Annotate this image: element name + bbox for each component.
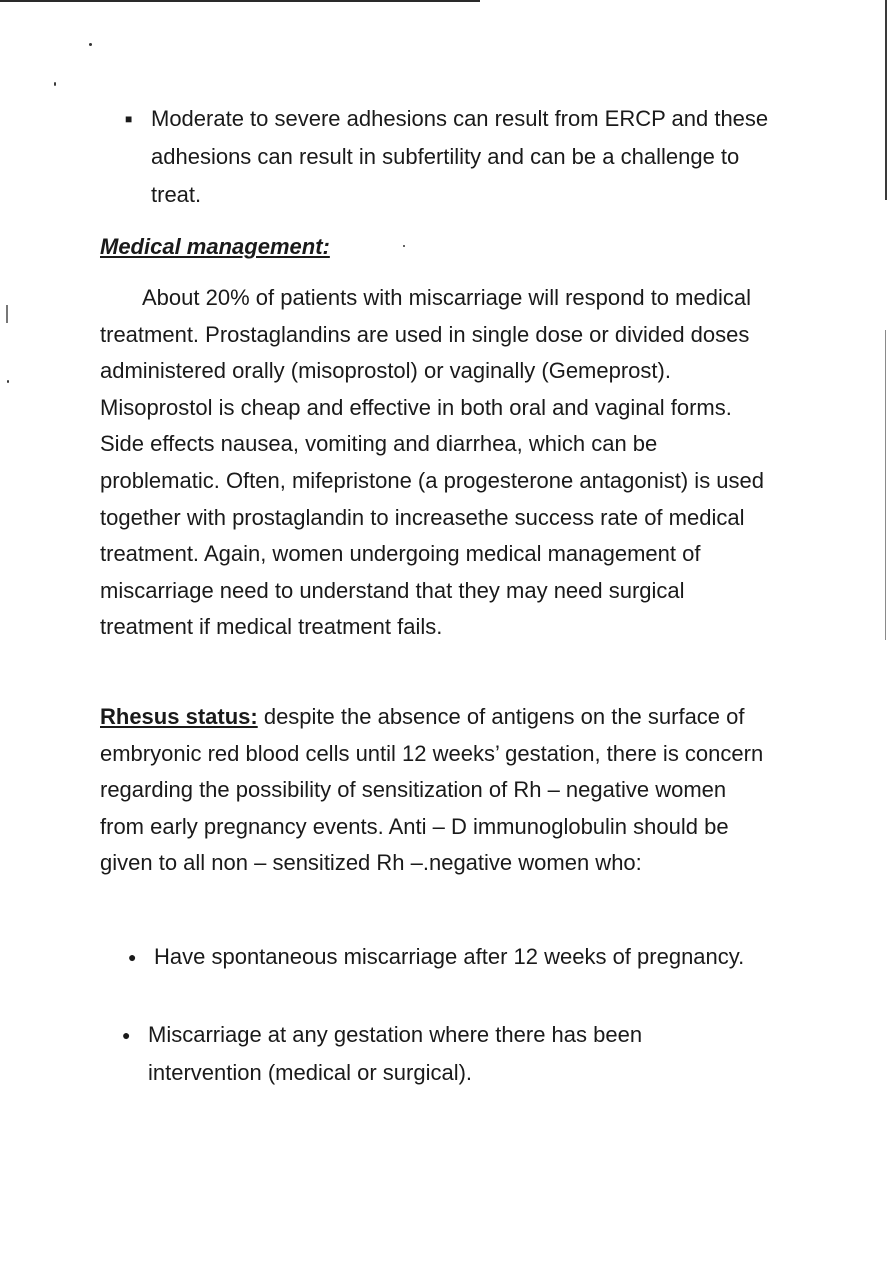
medical-management-paragraph: [100, 280, 770, 646]
scan-right-edge: [885, 0, 887, 200]
scan-speck: [403, 245, 405, 247]
scan-speck: [7, 380, 9, 383]
rhesus-heading: Rhesus status:: [100, 704, 258, 729]
round-bullet-icon: ●: [122, 1027, 131, 1043]
rhesus-bullet-text: Miscarriage at any gestation where there has been intervention (medical or surgical).: [148, 1022, 643, 1085]
scan-speck: [54, 82, 56, 86]
rhesus-bullet-1: [128, 938, 748, 976]
scan-speck: [89, 43, 92, 46]
rhesus-text: despite the absence of antigens on the surface of embryonic red blood cells until 12 weeks’ gestation, there is concern regarding the possibility of sensitization of Rh – negative women from early pregnancy events. Anti – D immunoglobulin should be given to all non – sensitized Rh –.negative women who:: [100, 704, 764, 876]
square-bullet-icon: ■: [125, 112, 133, 126]
medical-management-text: About 20% of patients with miscarriage will respond to medical treatment. Prostaglandins are used in single dose or divided doses administered orally (misoprostol) or vaginally (Gemeprost). Misoprostol is cheap and effective in both oral and vaginal forms. Side effects nausea, vomiting and diarrhea, which can be problematic. Often, mifepristone (a progesterone antagonist) is used together with prostaglandin to increasethe success rate of medical treatment. Again, women undergoing medical management of miscarriage need to understand that they may need surgical treatment if medical treatment fails.: [100, 285, 765, 640]
adhesions-bullet: [125, 100, 775, 214]
rhesus-bullet-2: [122, 1016, 742, 1092]
scan-top-edge: [0, 0, 480, 2]
rhesus-bullet-text: Have spontaneous miscarriage after 12 weeks of pregnancy.: [154, 944, 745, 969]
scan-speck: [6, 305, 8, 323]
scan-right-edge-lower: [885, 330, 886, 640]
adhesions-bullet-text: Moderate to severe adhesions can result from ERCP and these adhesions can result in subfertility and can be a challenge to treat.: [151, 106, 769, 207]
round-bullet-icon: ●: [128, 949, 137, 965]
rhesus-paragraph: [100, 699, 770, 882]
medical-management-heading: Medical management:: [100, 234, 330, 259]
